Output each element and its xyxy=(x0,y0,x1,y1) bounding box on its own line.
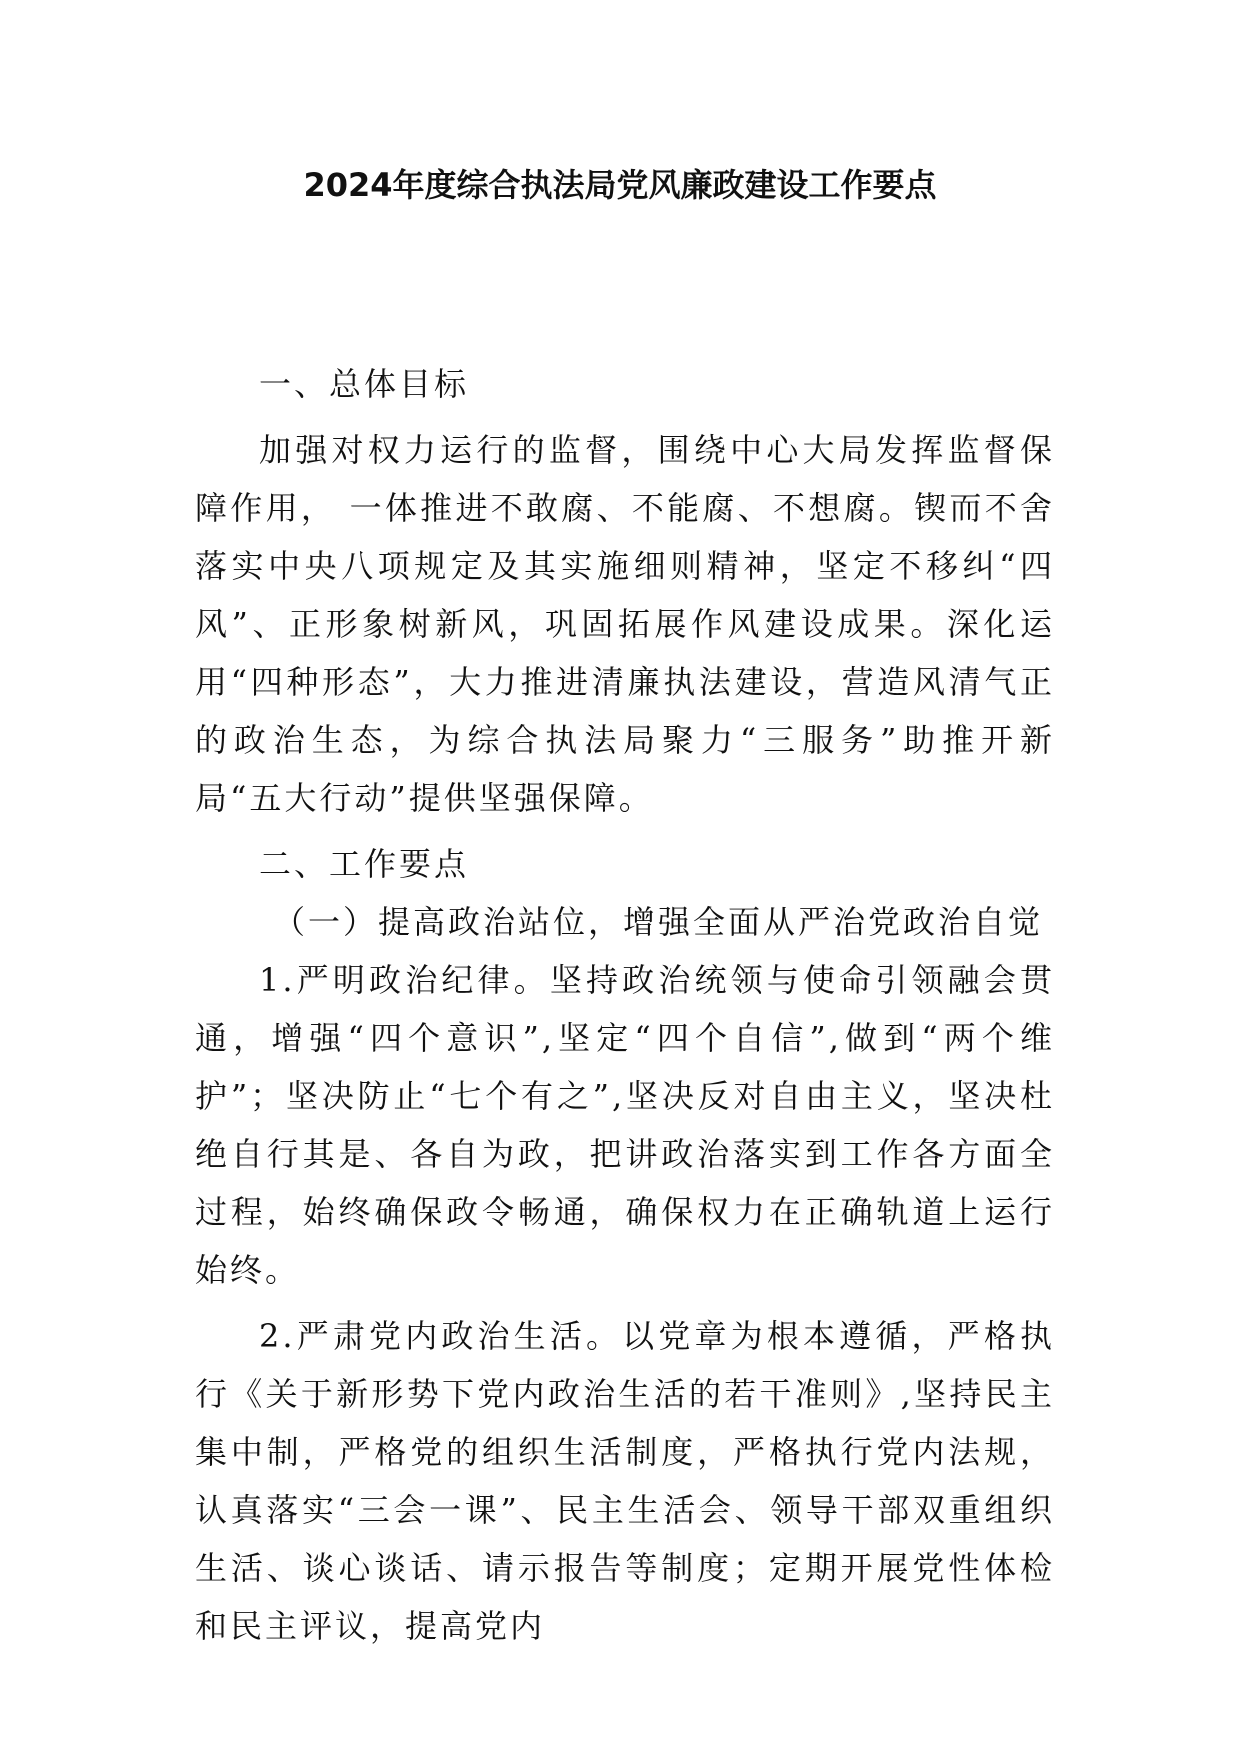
subsection-heading-political-stance: （一）提高政治站位，增强全面从严治党政治自觉 xyxy=(273,903,1044,941)
paragraph-item-2-party-political-life: 2.严肃党内政治生活。以党章为根本遵循，严格执行《关于新形势下党内政治生活的若干准则》,坚持民主集中制，严格党的组织生活制度，严格执行党内法规，认真落实“三会一课”、民主生活会、领导干部双重组织生活、谈心谈话、请示报告等制度；定期开展党性体检和民主评议，提高党内 xyxy=(195,1317,1055,1645)
section-heading-work-points: 二、工作要点 xyxy=(259,845,470,883)
section-heading-overall-goal: 一、总体目标 xyxy=(259,365,470,403)
paragraph-overall-goal: 加强对权力运行的监督，围绕中心大局发挥监督保障作用， 一体推进不敢腐、不能腐、不想腐。锲而不舍落实中央八项规定及其实施细则精神，坚定不移纠“四风”、正形象树新风，巩固拓展作风建设成果。深化运用“四种形态”，大力推进清廉执法建设，营造风清气正的政治生态，为综合执法局聚力“三服务”助推开新局“五大行动”提供坚强保障。 xyxy=(195,431,1055,817)
paragraph-item-1-political-discipline: 1.严明政治纪律。坚持政治统领与使命引领融会贯通，增强“四个意识”,坚定“四个自信”,做到“两个维护”；坚决防止“七个有之”,坚决反对自由主义，坚决杜绝自行其是、各自为政，把讲政治落实到工作各方面全过程，始终确保政令畅通，确保权力在正确轨道上运行始终。 xyxy=(195,961,1055,1289)
document-body xyxy=(195,355,1055,1655)
document-title: 2024年度综合执法局党风廉政建设工作要点 xyxy=(303,166,937,204)
